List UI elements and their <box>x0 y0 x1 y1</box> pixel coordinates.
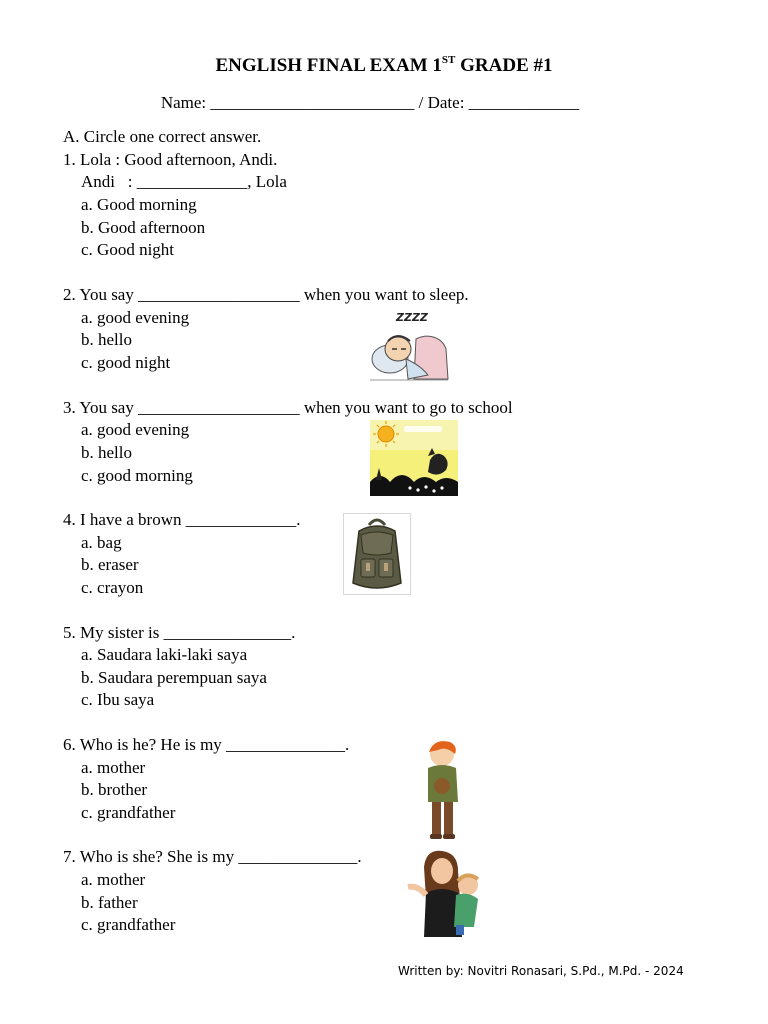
question-6-text: 6. Who is he? He is my ______________. <box>63 735 350 754</box>
question-3-option-b[interactable]: b. hello <box>81 443 132 462</box>
mother-baby-image <box>404 849 482 939</box>
question-7-option-b[interactable]: b. father <box>81 893 138 912</box>
backpack-image <box>343 513 411 595</box>
question-1-dialog: Andi : _____________, Lola <box>81 172 287 191</box>
question-5-option-c[interactable]: c. Ibu saya <box>81 690 155 709</box>
question-3-text: 3. You say ___________________ when you want to go to school <box>63 398 513 417</box>
question-2-text: 2. You say ___________________ when you want to sleep. <box>63 285 469 304</box>
question-4-option-c[interactable]: c. crayon <box>81 578 144 597</box>
morning-scene-image <box>370 420 458 500</box>
question-1-text: 1. Lola : Good afternoon, Andi. <box>63 150 278 169</box>
section-heading: A. Circle one correct answer. <box>63 127 262 146</box>
question-6-option-c[interactable]: c. grandfather <box>81 803 176 822</box>
question-2-option-a[interactable]: a. good evening <box>81 308 190 327</box>
question-7-option-a[interactable]: a. mother <box>81 870 146 889</box>
question-1-option-a[interactable]: a. Good morning <box>81 195 197 214</box>
sleeping-person-image <box>368 309 450 381</box>
question-6-option-a[interactable]: a. mother <box>81 758 146 777</box>
zzz-label: ZZZZ <box>396 311 428 324</box>
question-1-option-b[interactable]: b. Good afternoon <box>81 218 206 237</box>
question-5-option-a[interactable]: a. Saudara laki-laki saya <box>81 645 248 664</box>
question-4-option-b[interactable]: b. eraser <box>81 555 139 574</box>
question-2-option-b[interactable]: b. hello <box>81 330 132 349</box>
question-7-text: 7. Who is she? She is my ______________. <box>63 847 362 866</box>
question-2-option-c[interactable]: c. good night <box>81 353 171 372</box>
boy-image <box>420 740 466 842</box>
question-3-option-a[interactable]: a. good evening <box>81 420 190 439</box>
question-4-option-a[interactable]: a. bag <box>81 533 122 552</box>
question-5-option-b[interactable]: b. Saudara perempuan saya <box>81 668 267 687</box>
name-date-line: Name: ________________________ / Date: _____________ <box>160 93 580 112</box>
footer-credit: Written by: Novitri Ronasari, S.Pd., M.Pd. - 2024 <box>398 964 684 978</box>
question-5-text: 5. My sister is _______________. <box>63 623 296 642</box>
question-1-option-c[interactable]: c. Good night <box>81 240 175 259</box>
question-7-option-c[interactable]: c. grandfather <box>81 915 176 934</box>
question-6-option-b[interactable]: b. brother <box>81 780 148 799</box>
question-3-option-c[interactable]: c. good morning <box>81 466 193 485</box>
exam-title: ENGLISH FINAL EXAM 1ST GRADE #1 <box>215 54 553 76</box>
question-4-text: 4. I have a brown _____________. <box>63 510 301 529</box>
